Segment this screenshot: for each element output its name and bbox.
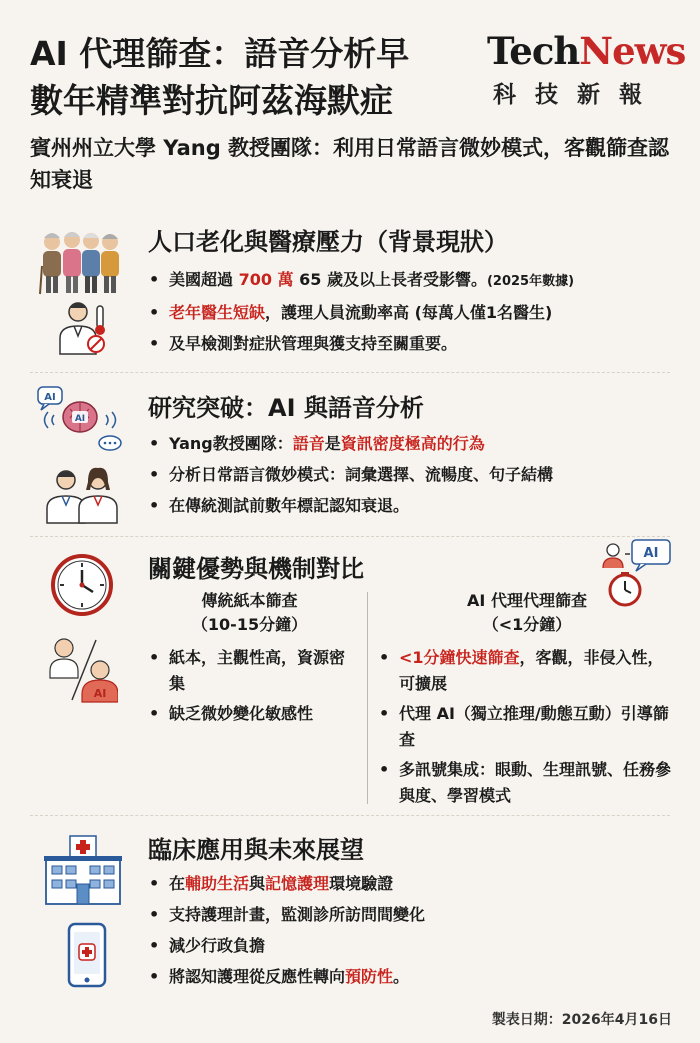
- column-divider: [367, 592, 368, 804]
- outlook-list: [147, 868, 425, 992]
- list-item: • 在傳統測試前數年標記認知衰退。: [147, 490, 553, 521]
- section-outlook-heading: 臨床應用與未來展望: [148, 836, 364, 864]
- clock-icon: [50, 553, 114, 617]
- ai-badge: AI: [643, 546, 659, 561]
- traditional-list: [147, 645, 352, 727]
- logo-chinese: 科技新報: [493, 82, 661, 108]
- brain-ai-label: AI: [74, 414, 86, 424]
- logo-tech: Tech: [487, 29, 580, 73]
- section-divider: [30, 815, 670, 816]
- page-title: [30, 30, 470, 124]
- section-divider: [30, 372, 670, 373]
- logo-wordmark: [487, 28, 687, 74]
- research-list: [147, 428, 553, 521]
- ai-brain-icon: [34, 385, 124, 453]
- title-line-2: 數年精準對抗阿茲海默症: [30, 81, 393, 120]
- traditional-screening-column: [147, 589, 352, 731]
- hospital-icon: [42, 834, 124, 906]
- technews-logo: [487, 28, 687, 109]
- title-line-1: AI 代理篩查：語音分析早: [30, 34, 410, 73]
- doctor-vs-ai-icon: [48, 634, 118, 704]
- list-item: • 減少行政負擔: [147, 930, 425, 961]
- section-comparison-heading: 關鍵優勢與機制對比: [148, 555, 364, 583]
- logo-news: News: [579, 29, 686, 73]
- list-item: • 在輔助生活與記憶護理環境驗證: [147, 868, 425, 899]
- list-item: • 美國超過 700 萬 65 歲及以上長者受影響。(2025年數據): [147, 264, 574, 297]
- list-item: • 多訊號集成：眼動、生理訊號、任務參與度、學習模式: [377, 757, 677, 809]
- list-item: • 支持護理計畫，監測診所訪問間變化: [147, 899, 425, 930]
- ai-speech-tag: AI: [44, 392, 56, 403]
- elderly-group-icon: [38, 228, 124, 296]
- list-item: • 代理 AI（獨立推理/動態互動）引導篩查: [377, 701, 677, 753]
- ai-screening-column: [377, 589, 677, 813]
- chart-date: 製表日期：2026年4月16日: [491, 1012, 672, 1028]
- list-item: • 紙本，主觀性高，資源密集: [147, 645, 352, 697]
- section-divider: [30, 536, 670, 537]
- person-ai-label: AI: [93, 687, 107, 700]
- list-item: • 及早檢測對症狀管理與獲支持至關重要。: [147, 328, 574, 359]
- list-item: • Yang教授團隊：語音是資訊密度極高的行為: [147, 428, 553, 459]
- list-item: • 分析日常語言微妙模式：詞彙選擇、流暢度、句子結構: [147, 459, 553, 490]
- section-background-heading: 人口老化與醫療壓力（背景現狀）: [148, 228, 508, 256]
- doctor-shortage-icon: [54, 298, 110, 356]
- section-research-heading: 研究突破：AI 與語音分析: [148, 394, 424, 422]
- list-item: • <1分鐘快速篩查，客觀，非侵入性，可擴展: [377, 645, 677, 697]
- traditional-heading: 傳統紙本篩查 （10-15分鐘）: [191, 591, 308, 634]
- ai-list: [377, 645, 677, 809]
- list-item: • 缺乏微妙變化敏感性: [147, 701, 352, 727]
- list-item: • 老年醫生短缺，護理人員流動率高 (每萬人僅1名醫生): [147, 297, 574, 328]
- ai-heading: AI 代理代理篩查 （<1分鐘）: [467, 591, 587, 634]
- list-item: • 將認知護理從反應性轉向預防性。: [147, 961, 425, 992]
- medical-phone-icon: [67, 922, 107, 988]
- background-list: [147, 264, 574, 359]
- doctors-team-icon: [44, 466, 120, 524]
- subtitle: 賓州州立大學 Yang 教授團隊：利用日常語言微妙模式，客觀篩查認知衰退: [30, 136, 670, 192]
